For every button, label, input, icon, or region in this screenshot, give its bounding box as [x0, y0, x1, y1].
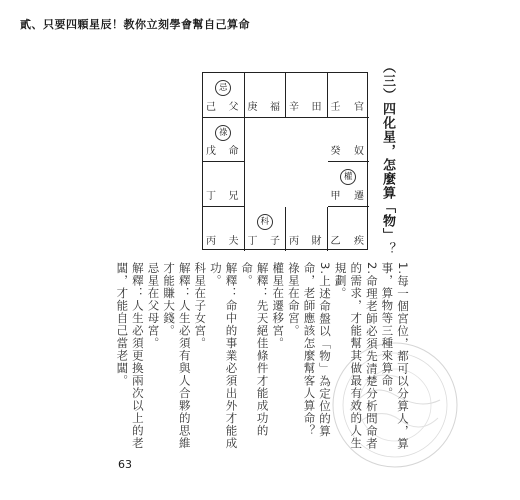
chart-cell-father — [203, 73, 245, 118]
chart-cell-health — [328, 207, 370, 252]
cell-palace: 福 — [270, 101, 280, 113]
star-marker: 忌 — [215, 80, 231, 96]
star-marker: 科 — [257, 214, 273, 230]
body-paragraph: 解釋：人生必須更換兩次以上的老闆，才能自己當老闆。 — [115, 262, 145, 450]
chart-cell-career — [328, 73, 370, 118]
body-paragraph: 解釋：先天絕佳條件才能成功的命。 — [240, 262, 270, 437]
star-marker: 權 — [340, 169, 356, 185]
body-paragraph: 權星在遷移宮。 — [271, 262, 286, 350]
cell-palace: 奴 — [354, 146, 364, 157]
body-paragraph: 祿星在命宮。 — [286, 262, 301, 337]
cell-palace: 命 — [228, 146, 239, 157]
cell-stem: 癸 — [330, 146, 341, 157]
ziwei-chart — [202, 72, 368, 250]
section-title-suffix: ？ — [380, 242, 395, 256]
body-paragraph: 2.命理老師必須先清楚分析問命者的需求，才能幫其做最有效的人生規劃。 — [333, 262, 379, 450]
cell-stem: 庚 — [247, 101, 258, 113]
body-paragraph: 3.上述命盤以「物」為定位的算命，老師應該怎麼幫客人算命？ — [302, 262, 333, 438]
chart-cell-property — [286, 73, 328, 118]
body-paragraph: 解釋：人生必須有與人合夥的思維才能賺大錢。 — [162, 262, 192, 450]
chart-cell-siblings — [203, 162, 245, 207]
chart-cell-wealth — [286, 207, 328, 252]
cell-palace: 田 — [311, 101, 322, 113]
cell-palace: 遷 — [354, 190, 364, 202]
chart-cell-friends — [328, 118, 370, 163]
section-title — [378, 60, 397, 256]
cell-stem: 甲 — [330, 190, 341, 202]
cell-palace: 財 — [311, 236, 322, 247]
cell-stem: 丙 — [206, 236, 216, 247]
cell-stem: 丁 — [247, 236, 258, 247]
cell-stem: 戊 — [206, 146, 216, 157]
cell-stem: 丁 — [206, 190, 216, 202]
cell-stem: 辛 — [289, 101, 299, 113]
cell-palace: 疾 — [354, 236, 364, 247]
cell-palace: 夫 — [228, 236, 239, 247]
body-paragraph: 1.每一個宮位，都可以分算人，算事，算物等三種來算命。 — [380, 262, 410, 450]
page-number: 63 — [118, 458, 132, 471]
cell-stem: 壬 — [330, 101, 341, 113]
cell-palace: 官 — [354, 101, 364, 113]
cell-stem: 乙 — [330, 236, 341, 247]
chart-cell-fortune — [245, 73, 287, 118]
cell-palace: 兄 — [228, 190, 239, 202]
cell-stem: 己 — [206, 101, 216, 113]
chart-cell-spouse — [203, 207, 245, 252]
cell-palace: 子 — [270, 236, 280, 247]
body-paragraph: 科星在子女宮。 — [193, 262, 208, 350]
cell-stem: 丙 — [289, 236, 299, 247]
chart-cell-travel — [328, 162, 370, 207]
running-header: 貳、只要四顆星辰！教你立刻學會幫自己算命 — [20, 18, 250, 31]
star-marker: 祿 — [215, 125, 231, 141]
body-paragraph: 忌星在父母宮。 — [146, 262, 161, 350]
body-paragraph: 解釋：命中的事業必須出外才能成功。 — [208, 262, 239, 450]
chart-cell-children — [245, 207, 287, 252]
cell-palace: 父 — [228, 101, 239, 113]
section-title-text: （三）四化星，怎麼算「物」 — [380, 60, 395, 242]
body-text — [115, 262, 410, 458]
chart-cell-life — [203, 118, 245, 163]
